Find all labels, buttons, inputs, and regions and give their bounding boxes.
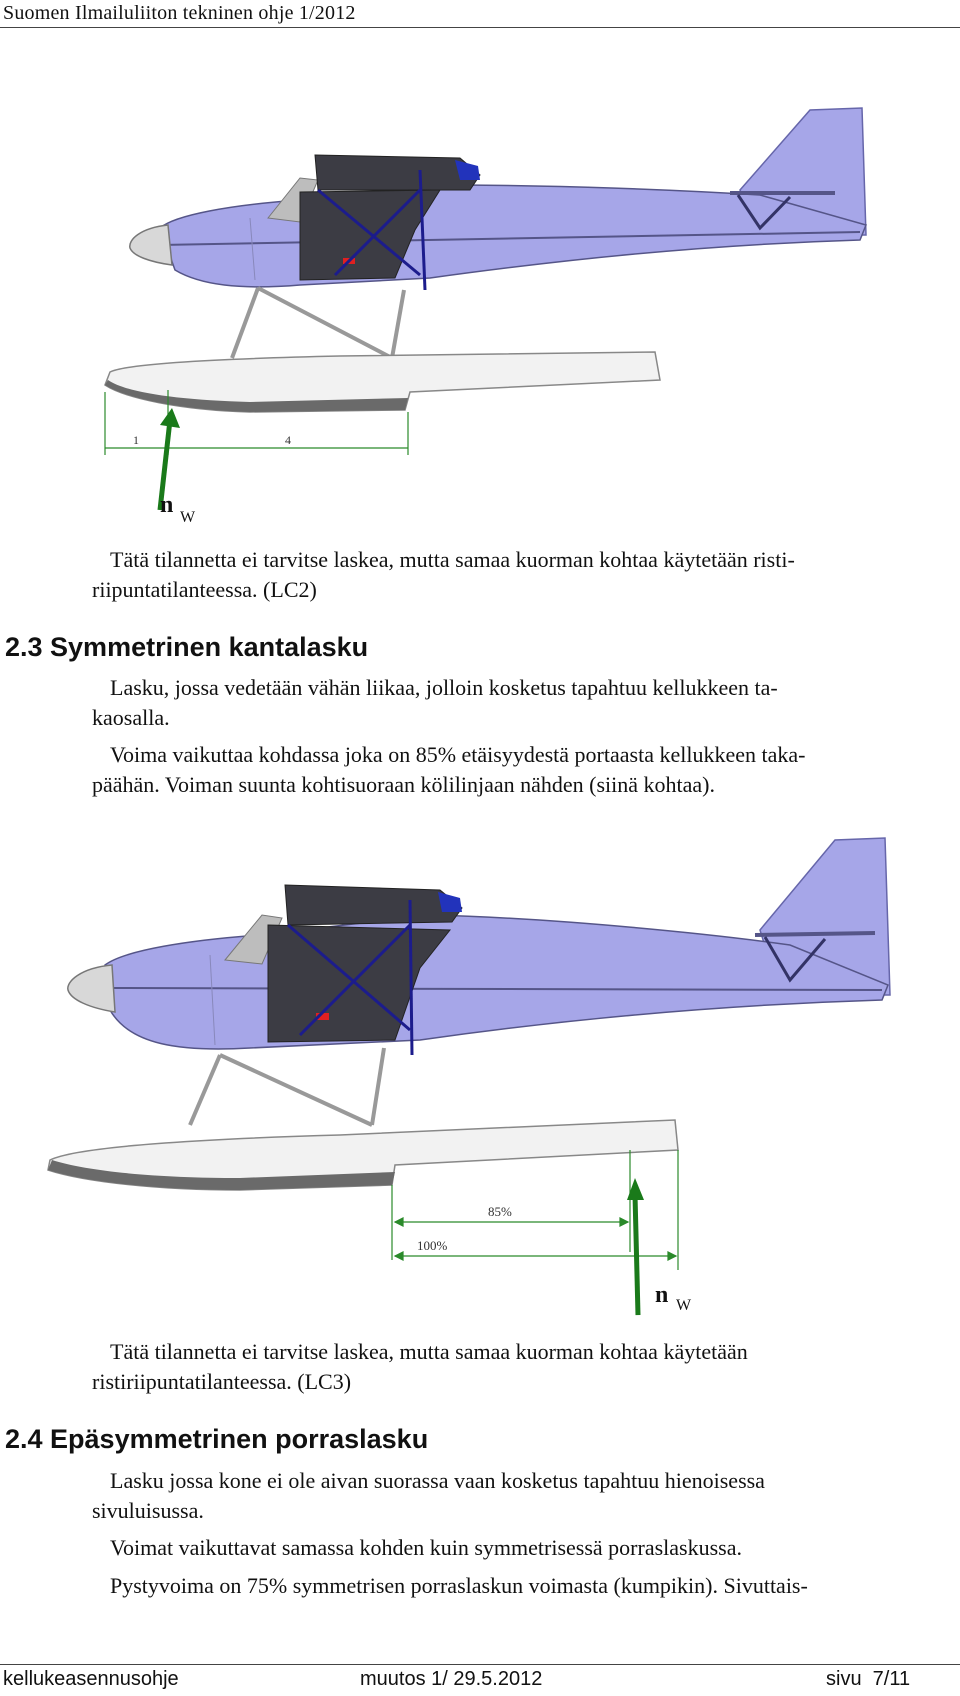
wing-strut xyxy=(410,900,412,1055)
paragraph-line: Voimat vaikuttavat samassa kohden kuin symmetrisessä porraslaskussa. xyxy=(110,1535,742,1560)
wing xyxy=(285,885,462,925)
page-header-title: Suomen Ilmailuliiton tekninen ohje 1/2012 xyxy=(3,2,356,24)
paragraph-line: Pystyvoima on 75% symmetrisen porraslaskun voimasta (kumpikin). Sivuttais- xyxy=(110,1573,808,1598)
footer-revision: muutos 1/ 29.5.2012 xyxy=(360,1668,543,1690)
caption-line: Tätä tilannetta ei tarvitse laskea, mutta samaa kuorman kohtaa käytetään risti- xyxy=(110,547,795,572)
force-label-main: n xyxy=(160,492,174,518)
footer-document-name: kellukeasennusohje xyxy=(3,1668,179,1690)
float-strut xyxy=(190,1055,220,1125)
caption-lc2 xyxy=(92,545,795,605)
propeller-spinner xyxy=(130,225,172,265)
float-strut xyxy=(232,288,258,358)
dimension-label-left: 1 xyxy=(133,433,139,447)
footer-page-number: sivu 7/11 xyxy=(826,1668,911,1690)
section-2-3-para-1 xyxy=(92,673,778,733)
force-label-main: n xyxy=(655,1282,669,1308)
paragraph-line: Lasku, jossa vedetään vähän liikaa, jolloin kosketus tapahtuu kellukkeen ta- xyxy=(110,675,778,700)
float-strut xyxy=(392,290,404,358)
paragraph-line: päähän. Voiman suunta kohtisuoraan kölilinjaan nähden (siinä kohtaa). xyxy=(92,772,715,797)
float-strut xyxy=(372,1048,384,1125)
paragraph-line: sivuluisussa. xyxy=(92,1498,204,1523)
caption-lc3 xyxy=(92,1337,748,1397)
dimension-label-85: 85% xyxy=(488,1204,512,1219)
section-2-3-para-2 xyxy=(92,740,805,800)
float-strut xyxy=(220,1055,372,1125)
figure-seaplane-heel-landing xyxy=(0,820,960,1320)
section-2-4-para-3 xyxy=(92,1571,808,1601)
force-label-sub: W xyxy=(676,1297,692,1314)
section-heading-2-4: 2.4 Epäsymmetrinen porraslasku xyxy=(5,1424,429,1454)
seaplane-illustration xyxy=(105,108,866,412)
paragraph-line: Voima vaikuttaa kohdassa joka on 85% etäisyydestä portaasta kellukkeen taka- xyxy=(110,742,806,767)
dimension-label-100: 100% xyxy=(417,1238,448,1253)
dimension-label-right: 4 xyxy=(285,433,291,447)
header-divider xyxy=(0,27,960,28)
figure-seaplane-step-landing xyxy=(0,90,960,530)
section-2-4-para-2 xyxy=(92,1533,742,1563)
paragraph-line: Lasku jossa kone ei ole aivan suorassa vaan kosketus tapahtuu hienoisessa xyxy=(110,1468,765,1493)
caption-line: riipuntatilanteessa. (LC2) xyxy=(92,577,317,602)
paragraph-line: kaosalla. xyxy=(92,705,170,730)
seaplane-illustration xyxy=(48,838,890,1190)
propeller-spinner xyxy=(68,965,115,1012)
caption-line: Tätä tilannetta ei tarvitse laskea, mutta samaa kuorman kohtaa käytetään xyxy=(110,1339,748,1364)
float-strut xyxy=(258,288,392,358)
horizontal-stabilizer xyxy=(755,933,875,935)
force-label-sub: W xyxy=(180,509,196,526)
footer-divider xyxy=(0,1664,960,1665)
caption-line: ristiriipuntatilanteessa. (LC3) xyxy=(92,1369,352,1394)
fuselage xyxy=(160,185,866,287)
section-2-4-para-1 xyxy=(92,1466,765,1526)
section-heading-2-3: 2.3 Symmetrinen kantalasku xyxy=(5,632,369,662)
wing-tip xyxy=(438,892,462,912)
